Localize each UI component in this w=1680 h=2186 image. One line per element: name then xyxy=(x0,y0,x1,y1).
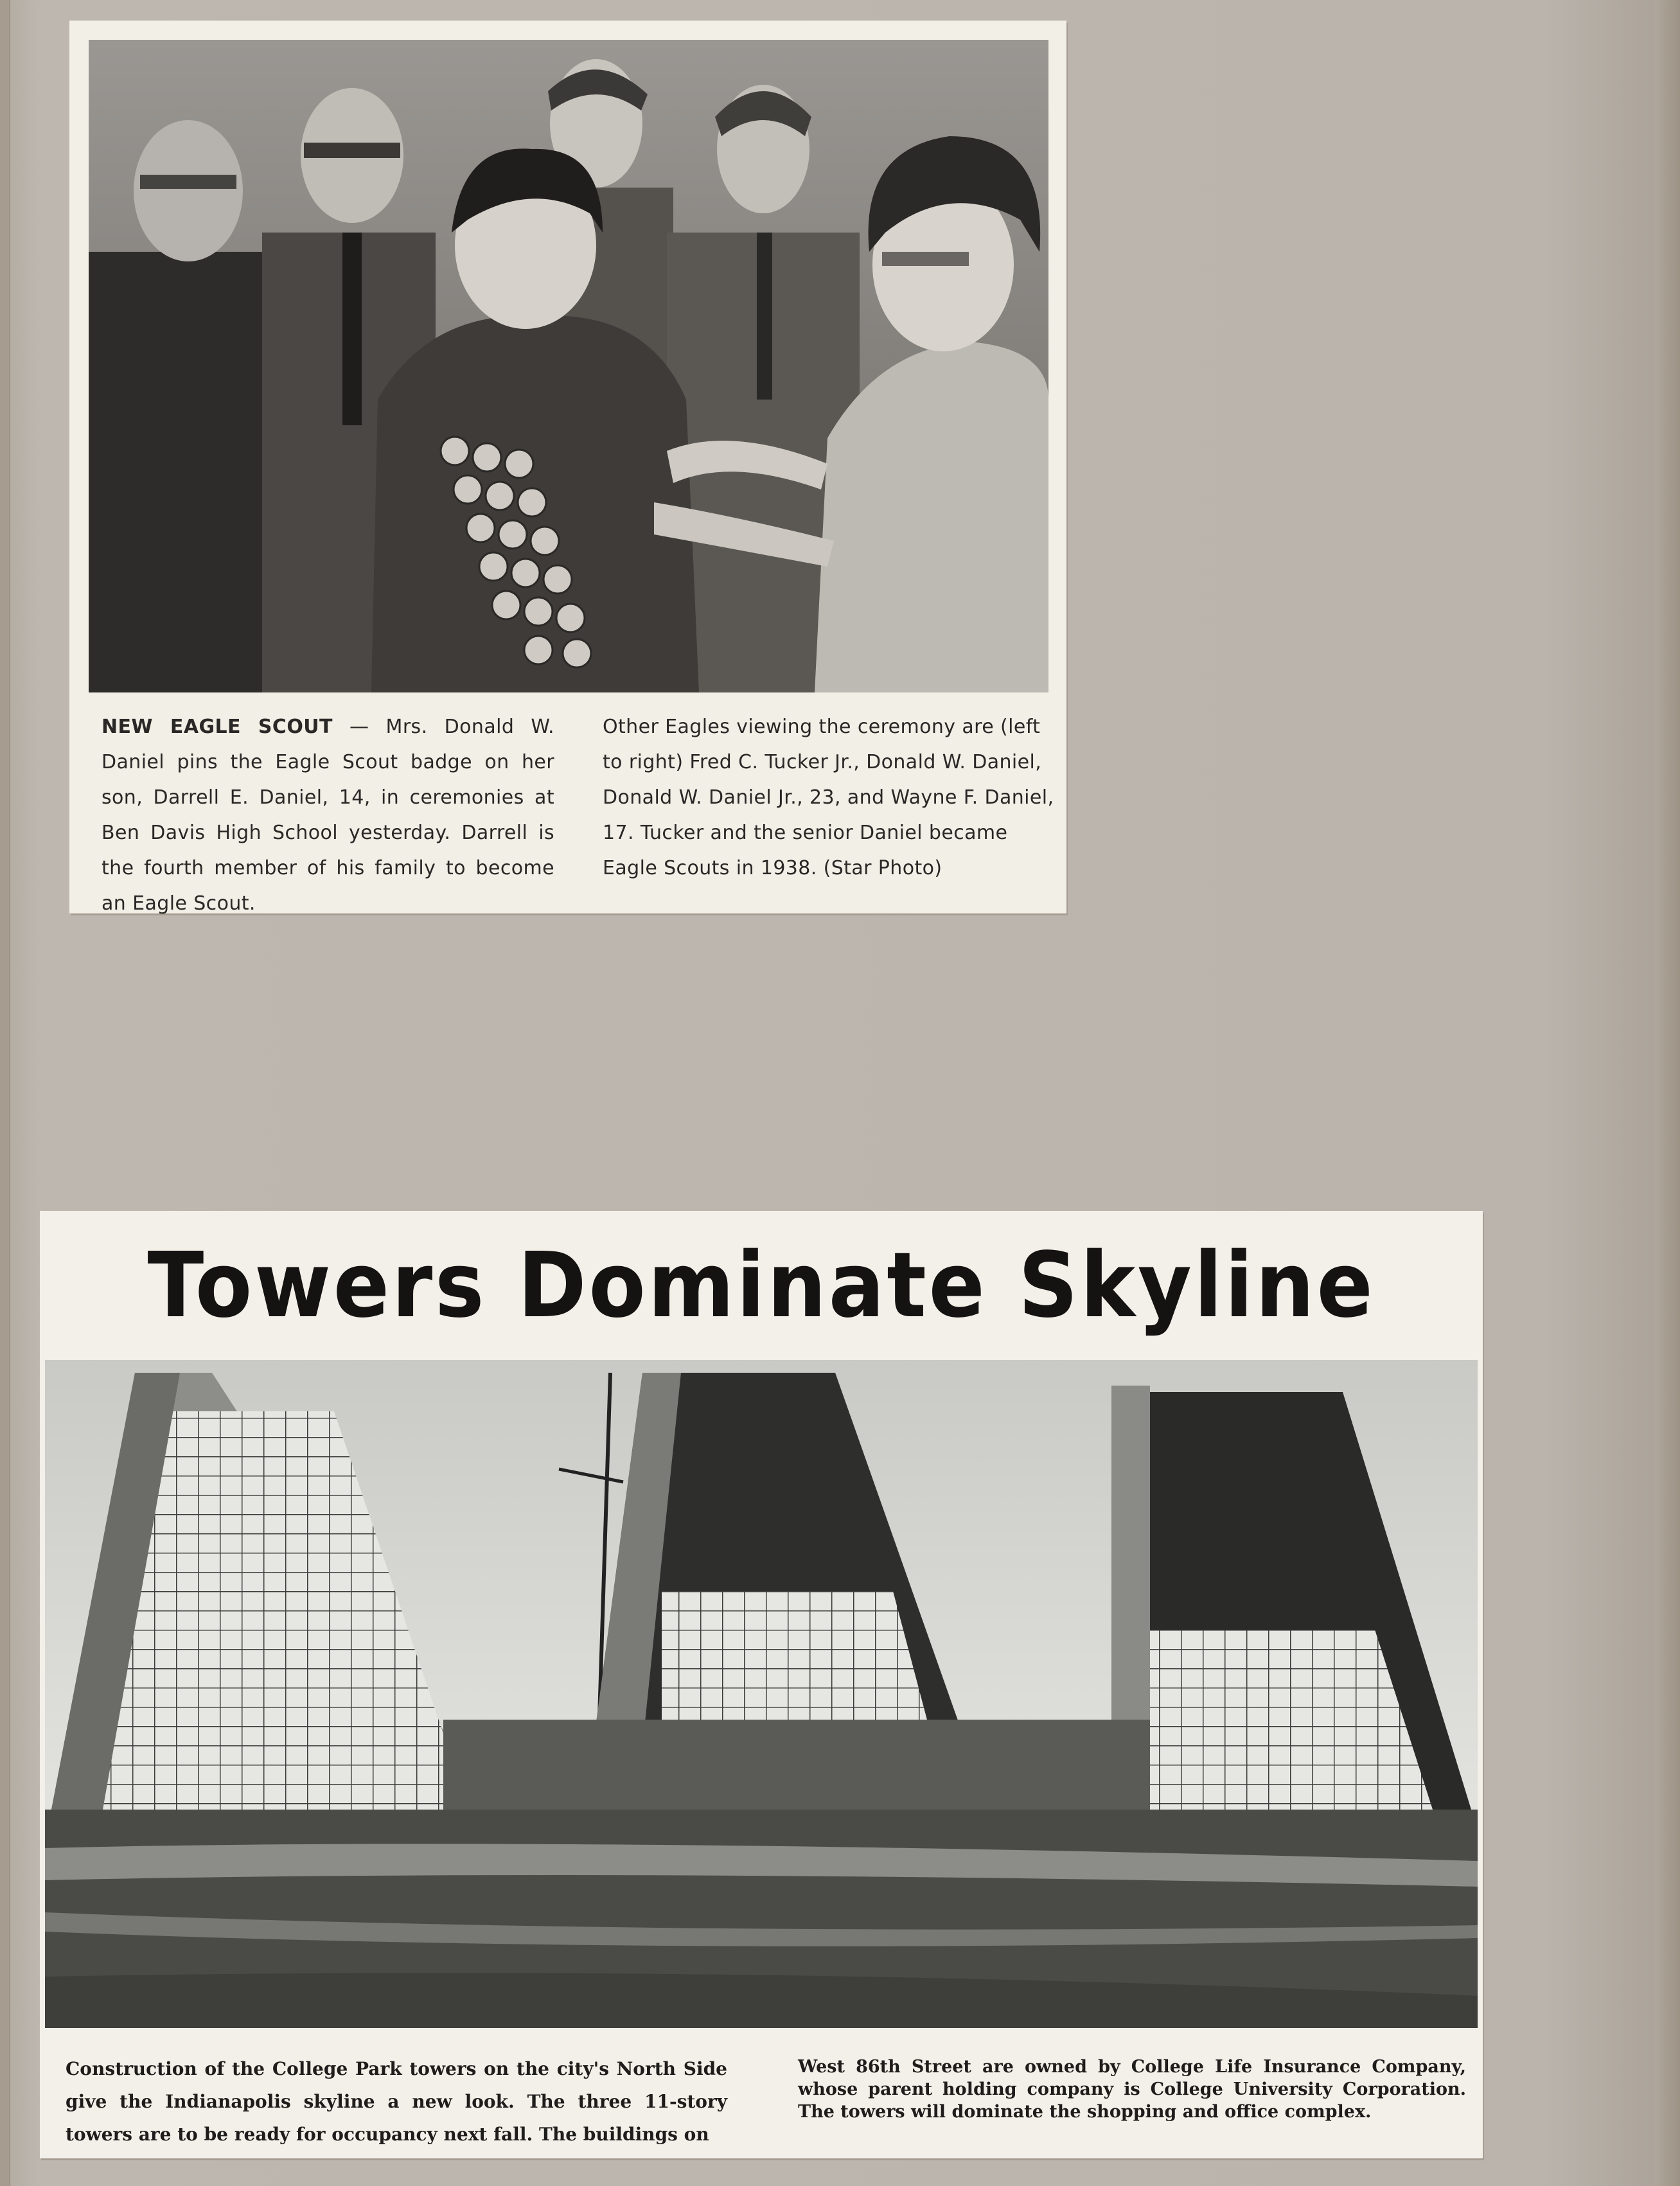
towers-photo xyxy=(45,1360,1478,2028)
eagle-scout-photo xyxy=(89,40,1048,692)
eagle-scout-clipping xyxy=(69,21,1066,913)
eagle-scout-caption-column-2: Other Eagles viewing the ceremony are (left to right) Fred C. Tucker Jr., Donald W. Daniel, Donald W. Daniel Jr., 23, and Wayne F. Daniel, 17. Tucker and the senior Daniel became Eagle Scouts in 1938. (Star Photo) xyxy=(603,716,1054,879)
towers-clipping xyxy=(40,1211,1483,2158)
eagle-scout-photo-illustration xyxy=(89,40,1048,692)
towers-caption-column-1: Construction of the College Park towers on the city's North Side give the Indianapolis skyline a new look. The three 11-story towers are to be ready for occupancy next fall. The buildings on xyxy=(66,2058,727,2145)
page-binding-edge xyxy=(0,0,10,2186)
eagle-scout-caption-lead: NEW EAGLE SCOUT xyxy=(102,716,333,738)
page-right-edge xyxy=(1654,0,1680,2186)
eagle-scout-caption-text-1: — Mrs. Donald W. Daniel pins the Eagle Scout badge on her son, Darrell E. Daniel, 14, in ceremonies at Ben Davis High School yesterday. Darrell is the fourth member of his family to become an Eagle Scout. xyxy=(102,716,554,915)
eagle-scout-caption-column-1 xyxy=(102,709,554,921)
towers-headline: Towers Dominate Skyline xyxy=(147,1233,1375,1338)
towers-caption-column-2: West 86th Street are owned by College Life Insurance Company, whose parent holding company is College University Corporation. The towers will dominate the shopping and office complex. xyxy=(798,2057,1466,2122)
towers-photo-illustration xyxy=(45,1360,1478,2028)
